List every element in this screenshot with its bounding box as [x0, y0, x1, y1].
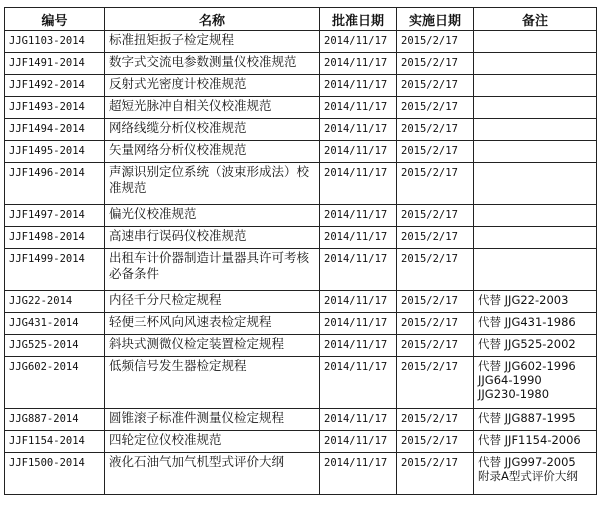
cell-approved-date: 2014/11/17	[320, 249, 397, 291]
cell-code: JJF1494-2014	[5, 119, 105, 141]
cell-effective-date: 2015/2/17	[397, 31, 474, 53]
cell-name: 圆锥滚子标准件测量仪检定规程	[105, 409, 320, 431]
cell-note	[474, 119, 597, 141]
standards-table-container	[4, 7, 596, 495]
cell-code: JJF1500-2014	[5, 453, 105, 495]
cell-effective-date: 2015/2/17	[397, 163, 474, 205]
cell-name: 偏光仪校准规范	[105, 205, 320, 227]
table-row	[5, 205, 597, 227]
header-code: 编号	[5, 8, 105, 31]
cell-note	[474, 53, 597, 75]
cell-approved-date: 2014/11/17	[320, 357, 397, 409]
cell-approved-date: 2014/11/17	[320, 313, 397, 335]
cell-note: 代替 JJG997-2005 附录A型式评价大纲	[474, 453, 597, 495]
table-row	[5, 249, 597, 291]
table-row	[5, 357, 597, 409]
cell-name: 四轮定位仪校准规范	[105, 431, 320, 453]
cell-name: 内径千分尺检定规程	[105, 291, 320, 313]
cell-note	[474, 97, 597, 119]
table-row	[5, 453, 597, 495]
cell-note	[474, 141, 597, 163]
cell-code: JJF1492-2014	[5, 75, 105, 97]
cell-approved-date: 2014/11/17	[320, 227, 397, 249]
cell-name: 出租车计价器制造计量器具许可考核必备条件	[105, 249, 320, 291]
cell-code: JJF1491-2014	[5, 53, 105, 75]
table-row	[5, 97, 597, 119]
cell-effective-date: 2015/2/17	[397, 119, 474, 141]
cell-name: 数字式交流电参数测量仪校准规范	[105, 53, 320, 75]
cell-note	[474, 227, 597, 249]
cell-name: 轻便三杯风向风速表检定规程	[105, 313, 320, 335]
cell-effective-date: 2015/2/17	[397, 453, 474, 495]
header-row	[5, 8, 597, 31]
cell-name: 网络线缆分析仪校准规范	[105, 119, 320, 141]
cell-note	[474, 205, 597, 227]
cell-effective-date: 2015/2/17	[397, 291, 474, 313]
table-row	[5, 431, 597, 453]
cell-note	[474, 249, 597, 291]
table-row	[5, 141, 597, 163]
cell-approved-date: 2014/11/17	[320, 453, 397, 495]
cell-note: 代替 JJG887-1995	[474, 409, 597, 431]
cell-code: JJF1495-2014	[5, 141, 105, 163]
cell-effective-date: 2015/2/17	[397, 205, 474, 227]
cell-note: 代替 JJG22-2003	[474, 291, 597, 313]
cell-effective-date: 2015/2/17	[397, 227, 474, 249]
cell-effective-date: 2015/2/17	[397, 249, 474, 291]
cell-approved-date: 2014/11/17	[320, 409, 397, 431]
header-note: 备注	[474, 8, 597, 31]
cell-approved-date: 2014/11/17	[320, 431, 397, 453]
cell-effective-date: 2015/2/17	[397, 357, 474, 409]
table-row	[5, 227, 597, 249]
cell-note	[474, 75, 597, 97]
cell-code: JJF1496-2014	[5, 163, 105, 205]
table-row	[5, 31, 597, 53]
cell-approved-date: 2014/11/17	[320, 97, 397, 119]
cell-approved-date: 2014/11/17	[320, 291, 397, 313]
cell-name: 低频信号发生器检定规程	[105, 357, 320, 409]
header-effective-date: 实施日期	[397, 8, 474, 31]
cell-effective-date: 2015/2/17	[397, 97, 474, 119]
cell-effective-date: 2015/2/17	[397, 53, 474, 75]
cell-approved-date: 2014/11/17	[320, 205, 397, 227]
cell-name: 高速串行误码仪校准规范	[105, 227, 320, 249]
cell-effective-date: 2015/2/17	[397, 335, 474, 357]
cell-approved-date: 2014/11/17	[320, 31, 397, 53]
cell-note: 代替 JJF1154-2006	[474, 431, 597, 453]
cell-name: 斜块式测微仪检定装置检定规程	[105, 335, 320, 357]
cell-approved-date: 2014/11/17	[320, 163, 397, 205]
cell-name: 液化石油气加气机型式评价大纲	[105, 453, 320, 495]
cell-effective-date: 2015/2/17	[397, 75, 474, 97]
cell-note: 代替 JJG431-1986	[474, 313, 597, 335]
cell-note: 代替 JJG525-2002	[474, 335, 597, 357]
cell-code: JJG1103-2014	[5, 31, 105, 53]
cell-note	[474, 31, 597, 53]
table-row	[5, 291, 597, 313]
cell-code: JJF1493-2014	[5, 97, 105, 119]
cell-code: JJG602-2014	[5, 357, 105, 409]
header-approved-date: 批准日期	[320, 8, 397, 31]
cell-effective-date: 2015/2/17	[397, 313, 474, 335]
cell-code: JJG887-2014	[5, 409, 105, 431]
cell-name: 矢量网络分析仪校准规范	[105, 141, 320, 163]
table-body	[5, 31, 597, 495]
table-row	[5, 75, 597, 97]
cell-effective-date: 2015/2/17	[397, 141, 474, 163]
table-row	[5, 335, 597, 357]
table-row	[5, 53, 597, 75]
cell-name: 反射式光密度计校准规范	[105, 75, 320, 97]
cell-code: JJF1497-2014	[5, 205, 105, 227]
cell-name: 声源识别定位系统（波束形成法）校准规范	[105, 163, 320, 205]
cell-code: JJF1498-2014	[5, 227, 105, 249]
cell-note: 代替 JJG602-1996 JJG64-1990 JJG230-1980	[474, 357, 597, 409]
cell-approved-date: 2014/11/17	[320, 335, 397, 357]
cell-code: JJF1154-2014	[5, 431, 105, 453]
cell-approved-date: 2014/11/17	[320, 75, 397, 97]
cell-name: 超短光脉冲自相关仪校准规范	[105, 97, 320, 119]
table-row	[5, 409, 597, 431]
cell-code: JJG525-2014	[5, 335, 105, 357]
cell-approved-date: 2014/11/17	[320, 119, 397, 141]
cell-note	[474, 163, 597, 205]
header-name: 名称	[105, 8, 320, 31]
cell-code: JJF1499-2014	[5, 249, 105, 291]
table-row	[5, 163, 597, 205]
cell-code: JJG22-2014	[5, 291, 105, 313]
cell-effective-date: 2015/2/17	[397, 409, 474, 431]
cell-approved-date: 2014/11/17	[320, 53, 397, 75]
cell-name: 标准扭矩扳子检定规程	[105, 31, 320, 53]
standards-table	[4, 7, 597, 495]
cell-effective-date: 2015/2/17	[397, 431, 474, 453]
table-row	[5, 313, 597, 335]
table-row	[5, 119, 597, 141]
cell-approved-date: 2014/11/17	[320, 141, 397, 163]
cell-code: JJG431-2014	[5, 313, 105, 335]
